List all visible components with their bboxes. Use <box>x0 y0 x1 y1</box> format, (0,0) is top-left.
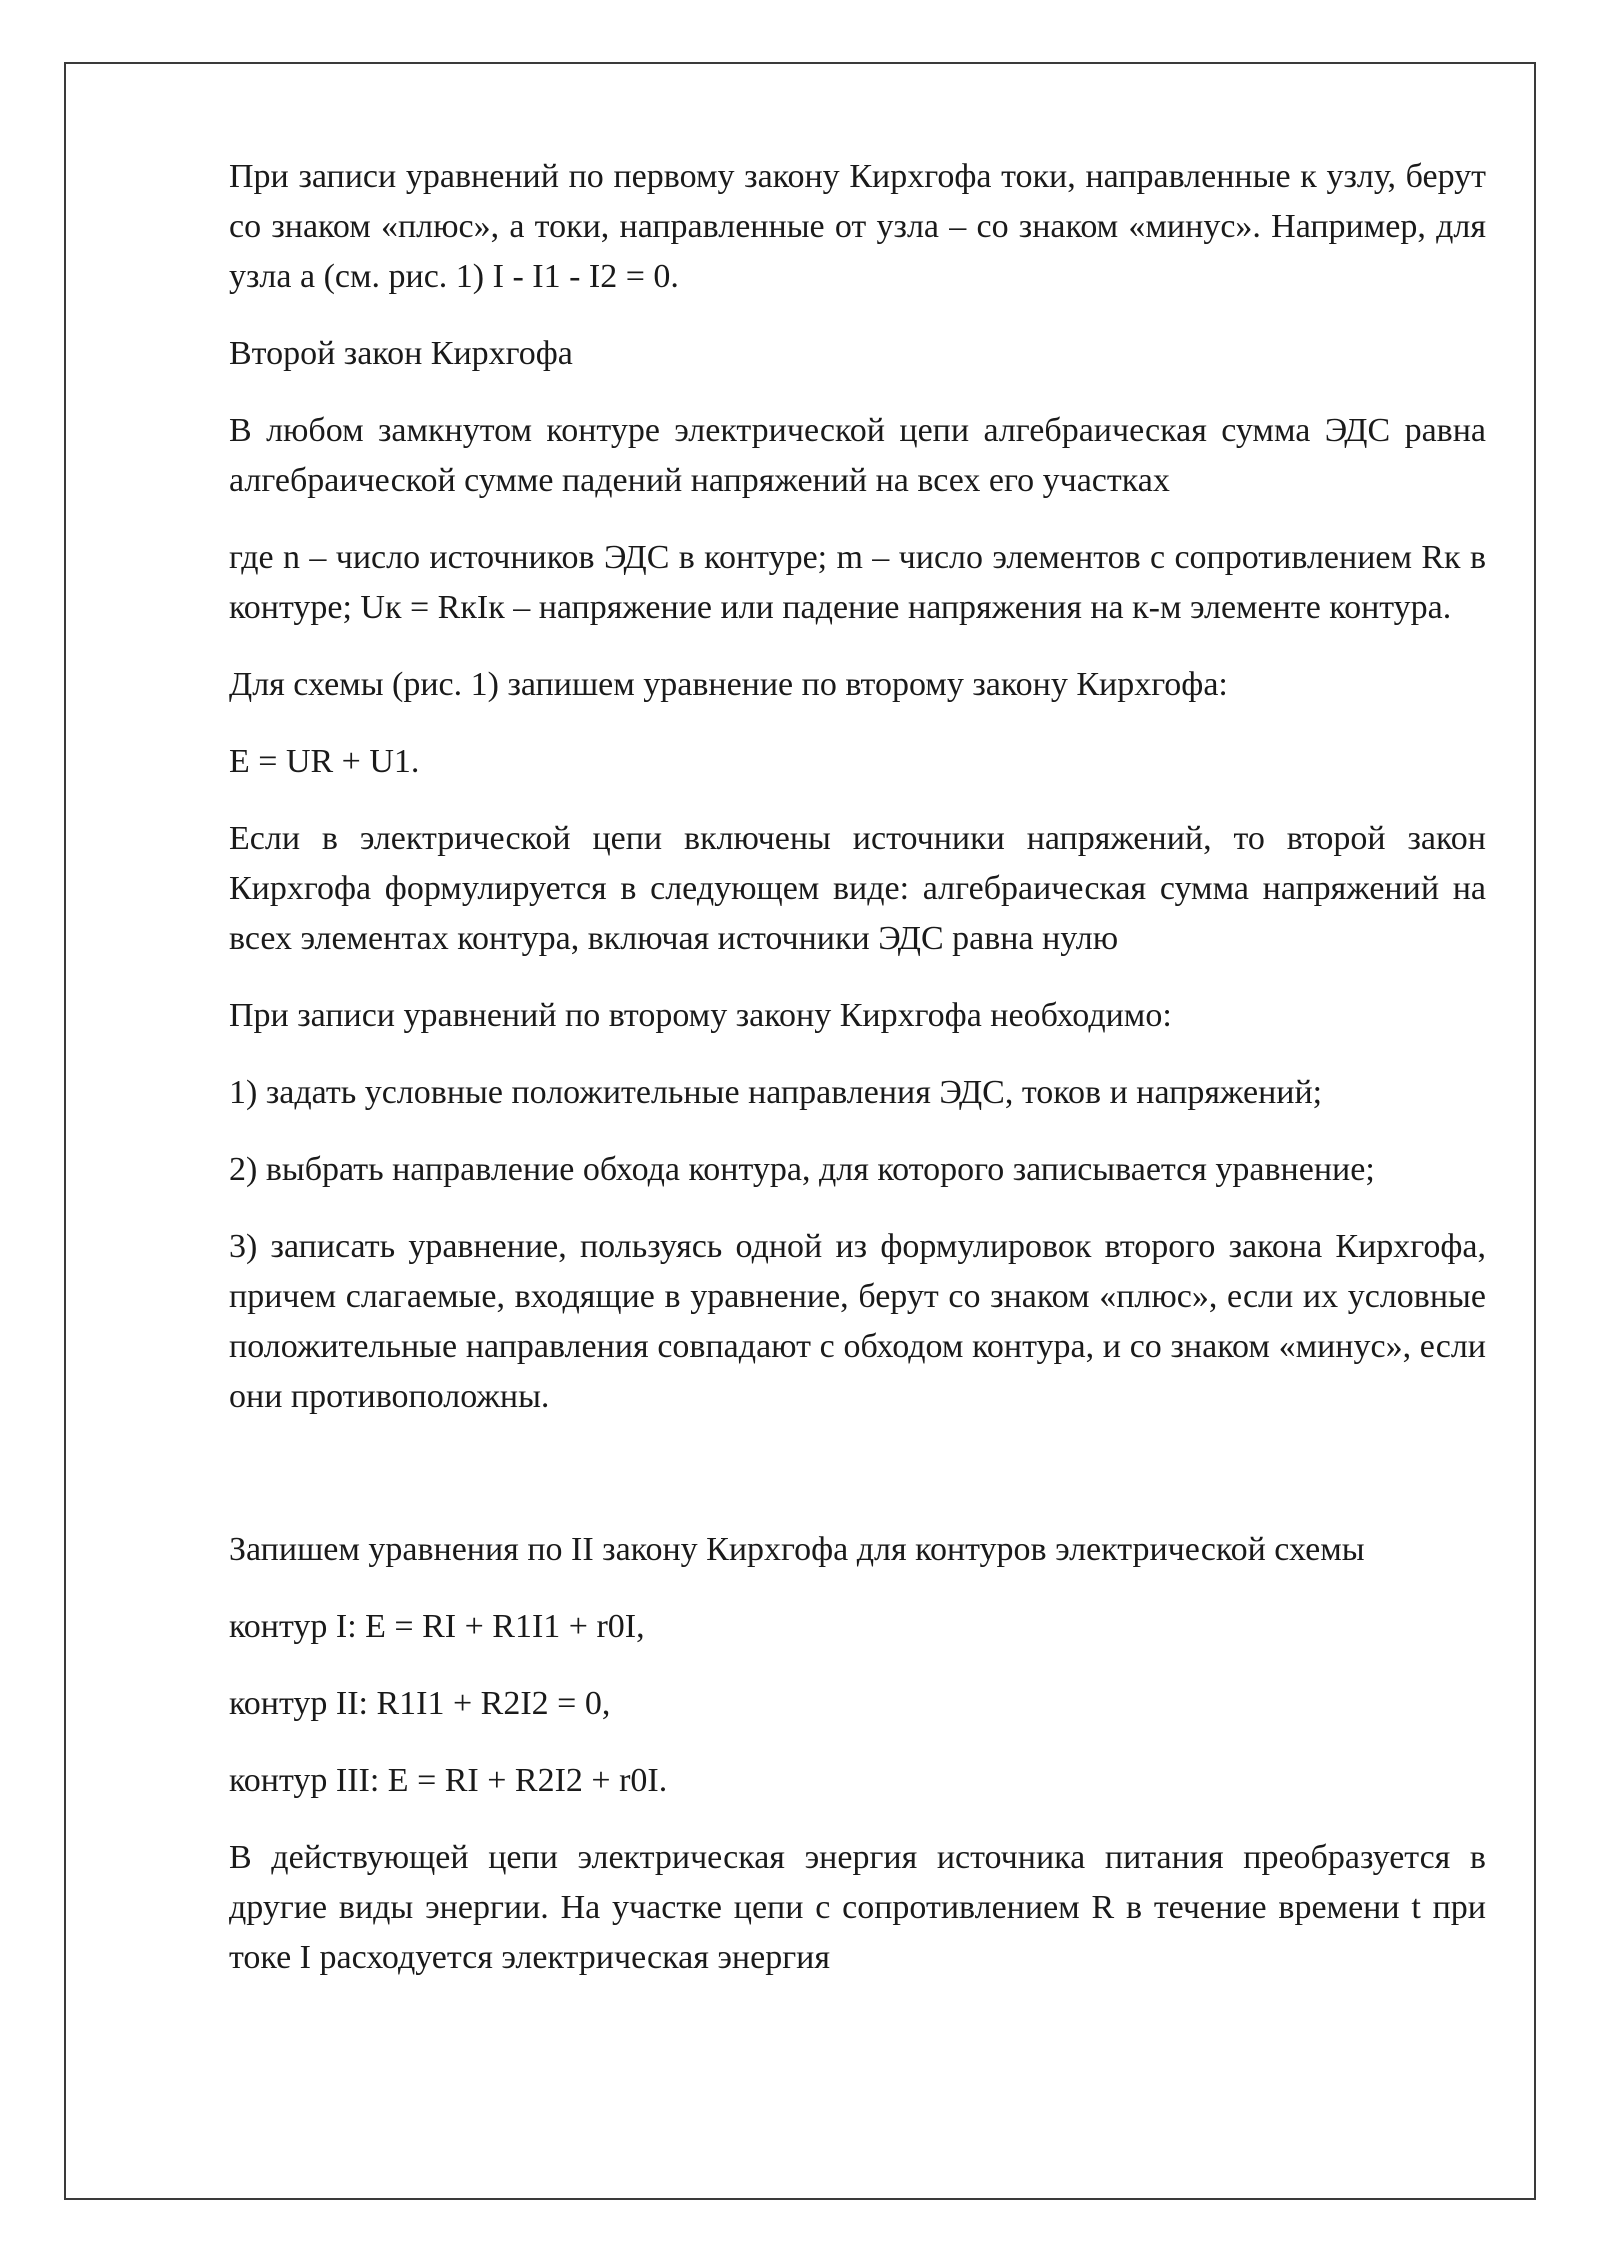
document-body <box>229 152 1486 2010</box>
equation-contour-2: контур II: R1I1 + R2I2 = 0, <box>229 1685 611 1722</box>
paragraph-contour-equations-intro: Запишем уравнения по II закону Кирхгофа для контуров электрической схемы <box>229 1531 1365 1568</box>
paragraph-voltage-sources: Если в электрической цепи включены источники напряжений, то второй закон Кирхгофа формулируется в следующем виде: алгебраическая сумма напряжений на всех элементах контура, включая источники ЭДС равна нулю <box>229 820 1486 957</box>
equation-contour-3: контур III: E = RI + R2I2 + r0I. <box>229 1762 668 1799</box>
list-item-step-2: 2) выбрать направление обхода контура, для которого записывается уравнение; <box>229 1151 1375 1188</box>
paragraph-energy-conversion: В действующей цепи электрическая энергия источника питания преобразуется в другие виды энергии. На участке цепи с сопротивлением R в течение времени t при токе I расходуется электрическая энергия <box>229 1839 1486 1976</box>
heading-second-law: Второй закон Кирхгофа <box>229 335 573 372</box>
list-item-step-1: 1) задать условные положительные направления ЭДС, токов и напряжений; <box>229 1074 1323 1111</box>
paragraph-procedure-intro: При записи уравнений по второму закону Кирхгофа необходимо: <box>229 997 1172 1034</box>
paragraph-variable-legend: где n – число источников ЭДС в контуре; m – число элементов с сопротивлением Rк в контуре; Uк = RкIк – напряжение или падение напряжения на к-м элементе контура. <box>229 539 1486 626</box>
equation-scheme: E = UR + U1. <box>229 743 420 780</box>
paragraph-first-law-signs: При записи уравнений по первому закону Кирхгофа токи, направленные к узлу, берут со знаком «плюс», а токи, направленные от узла – со знаком «минус». Например, для узла a (см. рис. 1) I - I1 - I2 = 0. <box>229 158 1486 295</box>
paragraph-second-law-definition: В любом замкнутом контуре электрической цепи алгебраическая сумма ЭДС равна алгебраической сумме падений напряжений на всех его участках <box>229 412 1486 499</box>
list-item-step-3: 3) записать уравнение, пользуясь одной из формулировок второго закона Кирхгофа, причем слагаемые, входящие в уравнение, берут со знаком «плюс», если их условные положительные направления совпадают с обходом контура, и со знаком «минус», если они противоположны. <box>229 1228 1486 1415</box>
equation-contour-1: контур I: E = RI + R1I1 + r0I, <box>229 1608 645 1645</box>
paragraph-scheme-intro: Для схемы (рис. 1) запишем уравнение по второму закону Кирхгофа: <box>229 666 1228 703</box>
